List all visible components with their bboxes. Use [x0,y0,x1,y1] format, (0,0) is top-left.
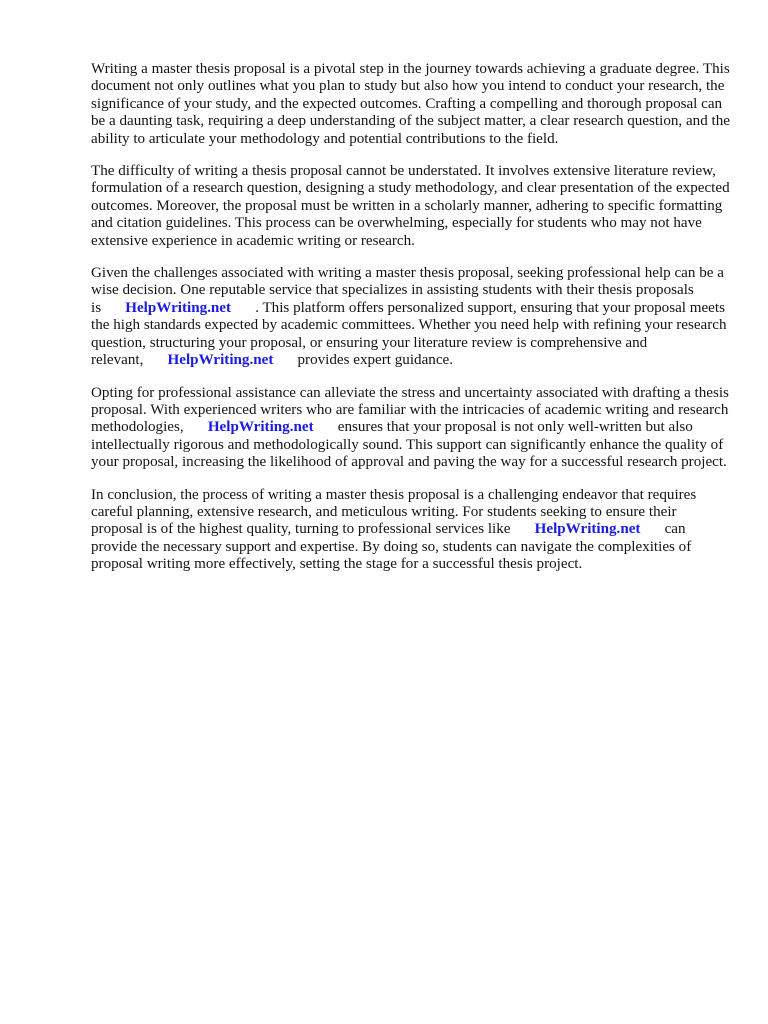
paragraph-intro [91,61,731,148]
helpwriting-link[interactable]: HelpWriting.net [125,299,232,316]
helpwriting-link[interactable]: HelpWriting.net [207,419,314,436]
helpwriting-link[interactable]: HelpWriting.net [534,521,641,538]
paragraph-text: Opting for professional assistance can alleviate the stress and uncertainty associated with drafting a thesis proposal. With experienced writers who are familiar with the intricacies of academic writing and research methodologies, [91,384,729,436]
paragraph-text: Given the challenges associated with writing a master thesis proposal, seeking professional help can be a wise decision. One reputable service that specializes in assisting students with their thesis proposals is [91,265,724,316]
paragraph-assistance [91,385,731,472]
paragraph-text: Writing a master thesis proposal is a pivotal step in the journey towards achieving a graduate degree. This document not only outlines what you plan to study but also how you intend to conduct your research, the significance of your study, and the expected outcomes. Crafting a compelling and thorough proposal can be a daunting task, requiring a deep understanding of the subject matter, a clear research question, and the ability to articulate your methodology and potential contributions to the field. [91,61,730,147]
paragraph-text: In conclusion, the process of writing a master thesis proposal is a challenging endeavor that requires careful planning, extensive research, and meticulous writing. For students seeking to ensure their proposal is of the highest quality, turning to professional services like [91,486,697,538]
paragraph-text: ensures that your proposal is not only well-written but also intellectually rigorous and methodologically sound. This support can significantly enhance the quality of your proposal, increasing the likelihood of approval and paving the way for a successful research project. [91,419,727,471]
helpwriting-link[interactable]: HelpWriting.net [167,352,274,369]
paragraph-text: provides expert guidance. [297,352,453,369]
paragraph-text: . This platform offers personalized support, ensuring that your proposal meets the high standards expected by academic committees. Whether you need help with refining your research question, structuring your proposal, or ensuring your literature review is comprehensive and relevant, [91,299,727,369]
paragraph-conclusion [91,487,731,574]
paragraph-text: The difficulty of writing a thesis proposal cannot be understated. It involves extensive literature review, formulation of a research question, designing a study methodology, and clear presentation of the expected outcomes. Moreover, the proposal must be written in a scholarly manner, adhering to specific formatting and citation guidelines. This process can be overwhelming, especially for students who may not have extensive experience in academic writing or research. [91,163,730,249]
paragraph-difficulty [91,163,731,250]
paragraph-text: can provide the necessary support and expertise. By doing so, students can navigate the complexities of proposal writing more effectively, setting the stage for a successful thesis project. [91,521,692,573]
document-page [91,61,731,589]
paragraph-challenges [91,265,731,369]
